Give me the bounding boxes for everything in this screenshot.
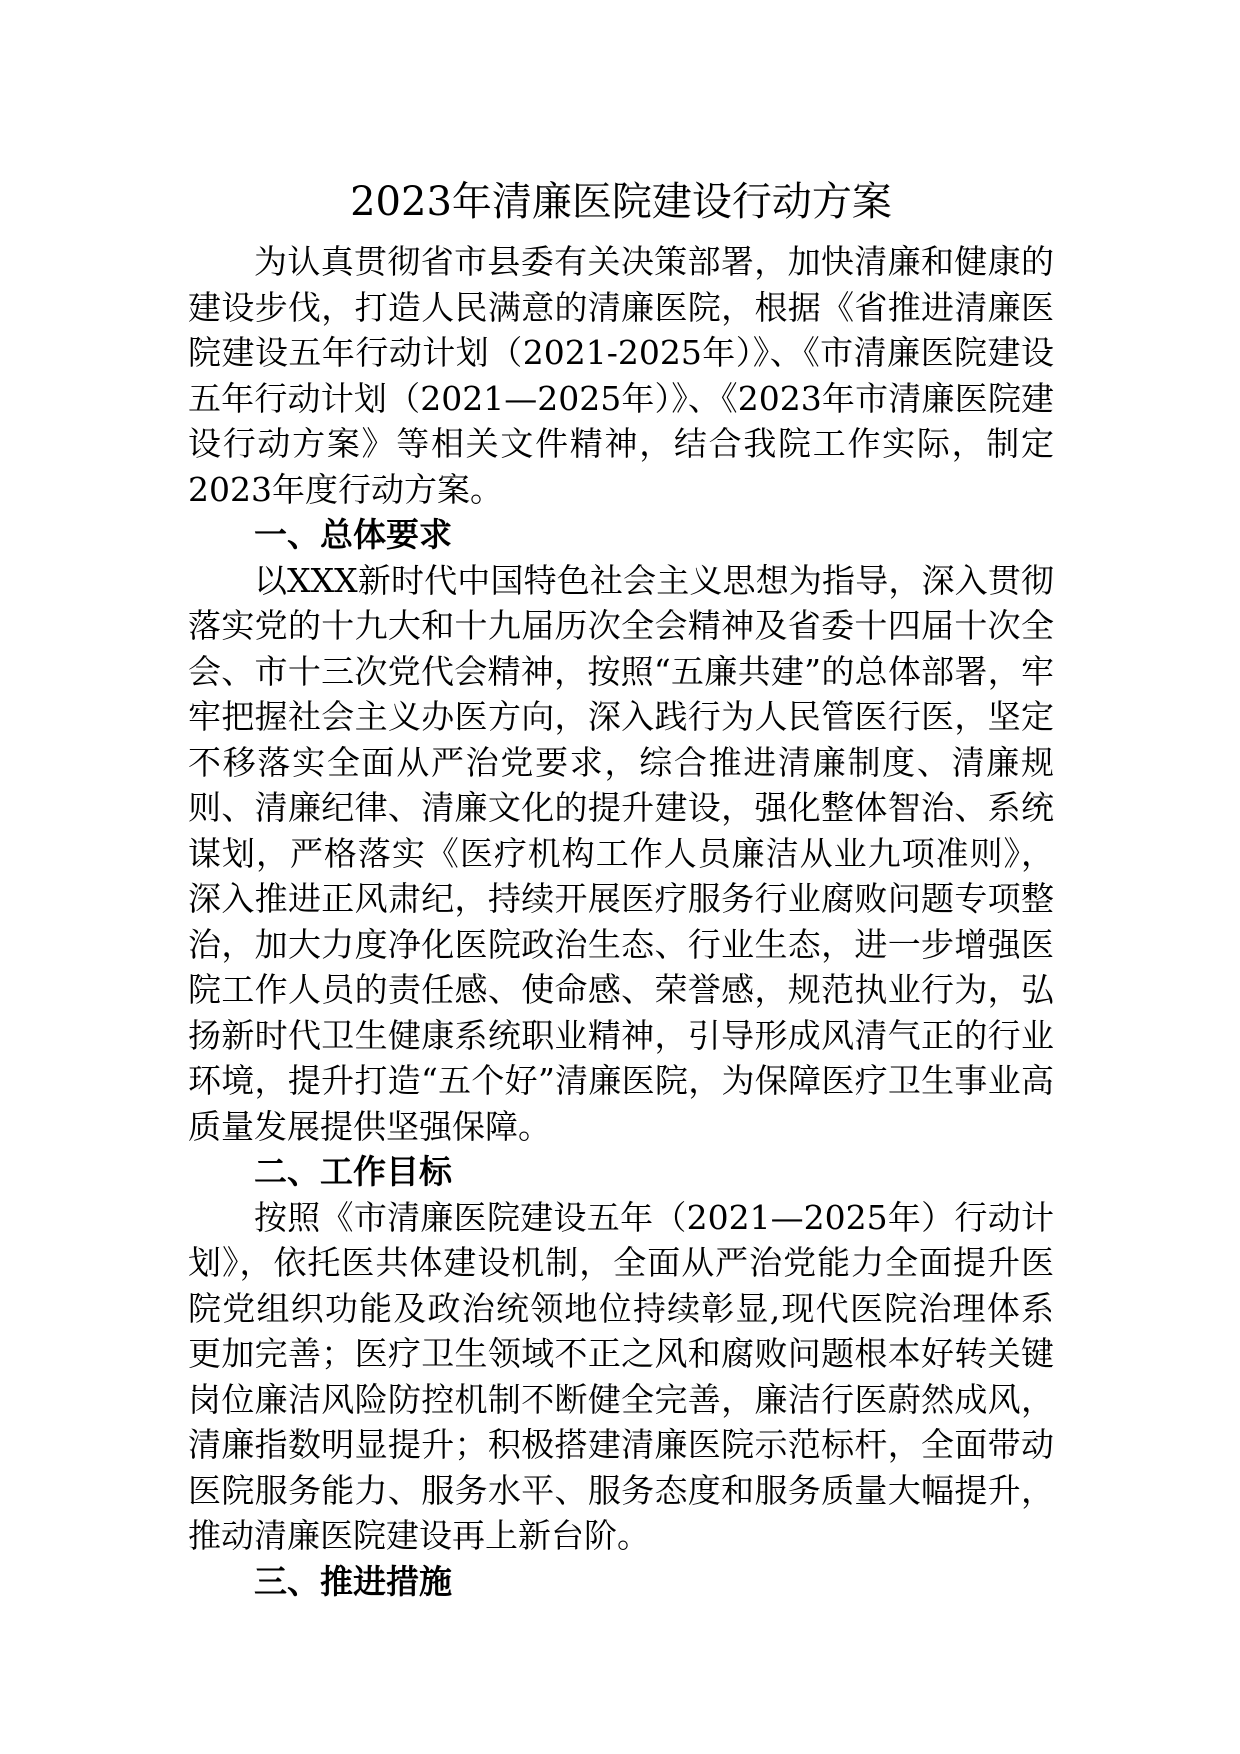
- intro-paragraph: 为认真贯彻省市县委有关决策部署，加快清廉和健康的建设步伐，打造人民满意的清廉医院，根据《省推进清廉医院建设五年行动计划（2021-2025年）》、《市清廉医院建设五年行动计划（2021—2025年）》、《2023年市清廉医院建设行动方案》等相关文件精神，结合我院工作实际，制定2023年度行动方案。: [188, 242, 1054, 509]
- document-title: 2023年清廉医院建设行动方案: [350, 179, 892, 225]
- section-heading-work-goals: 二、工作目标: [254, 1152, 452, 1191]
- section-body-overall-requirements: 以XXX新时代中国特色社会主义思想为指导，深入贯彻落实党的十九大和十九届历次全会精神及省委十四届十次全会、市十三次党代会精神，按照“五廉共建”的总体部署，牢牢把握社会主义办医方向，深入践行为人民管医行医，坚定不移落实全面从严治党要求，综合推进清廉制度、清廉规则、清廉纪律、清廉文化的提升建设，强化整体智治、系统谋划，严格落实《医疗机构工作人员廉洁从业九项准则》，深入推进正风肃纪，持续开展医疗服务行业腐败问题专项整治，加大力度净化医院政治生态、行业生态，进一步增强医院工作人员的责任感、使命感、荣誉感，规范执业行为，弘扬新时代卫生健康系统职业精神，引导形成风清气正的行业环境，提升打造“五个好”清廉医院，为保障医疗卫生事业高质量发展提供坚强保障。: [188, 560, 1054, 1146]
- document-page: [188, 165, 1054, 1604]
- section-body-work-goals: 按照《市清廉医院建设五年（2021—2025年）行动计划》，依托医共体建设机制，全面从严治党能力全面提升医院党组织功能及政治统领地位持续彰显,现代医院治理体系更加完善；医疗卫生领域不正之风和腐败问题根本好转关键岗位廉洁风险防控机制不断健全完善，廉洁行医蔚然成风，清廉指数明显提升；积极搭建清廉医院示范标杆，全面带动医院服务能力、服务水平、服务态度和服务质量大幅提升，推动清廉医院建设再上新台阶。: [188, 1197, 1054, 1555]
- section-heading-overall-requirements: 一、总体要求: [254, 515, 452, 554]
- section-heading-measures: 三、推进措施: [254, 1561, 452, 1601]
